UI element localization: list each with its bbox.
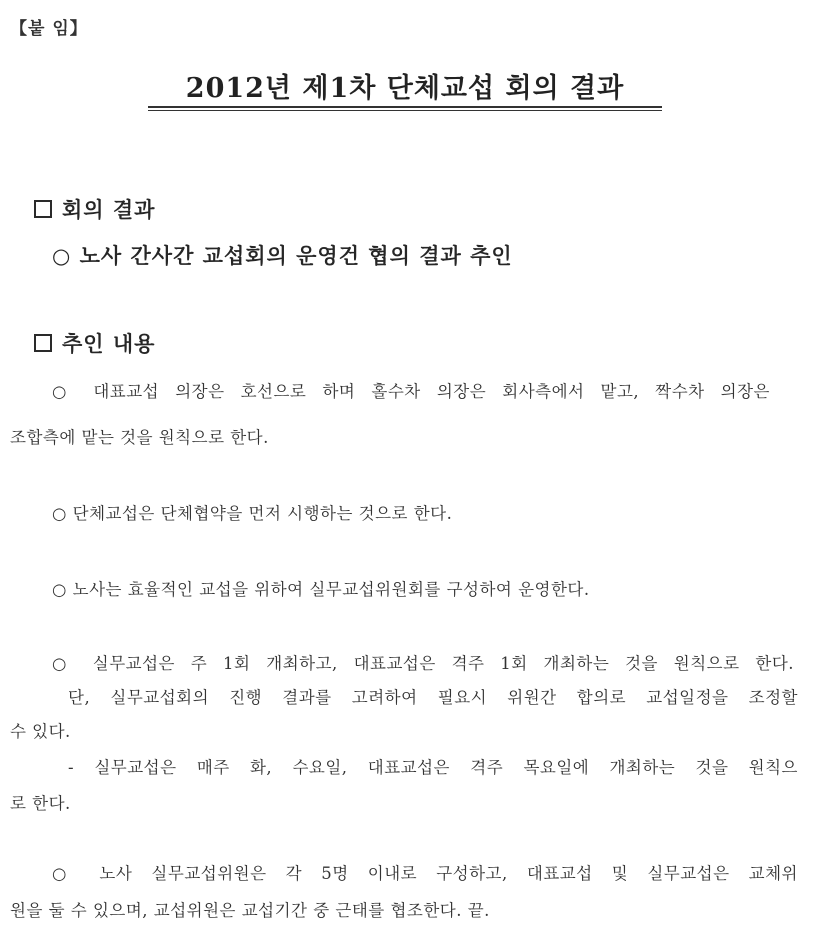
paragraph-line: - 실무교섭은 매주 화, 수요일, 대표교섭은 격주 목요일에 개최하는 것을 원칙으 [68, 758, 798, 777]
section-heading-label: 회의 결과 [62, 197, 156, 222]
paragraph-line: 조합측에 맡는 것을 원칙으로 한다. [10, 428, 269, 447]
paragraph-line: 원을 둘 수 있으며, 교섭위원은 교섭기간 중 근태를 협조한다. 끝. [10, 901, 490, 920]
section-heading-label: 추인 내용 [62, 331, 156, 356]
checkbox-square-icon [34, 334, 52, 352]
paragraph-line: 수 있다. [10, 722, 71, 741]
paragraph-line: 로 한다. [10, 794, 71, 813]
attachment-label: 【붙 임】 [10, 19, 88, 39]
paragraph-line: ○ 실무교섭은 주 1회 개최하고, 대표교섭은 격주 1회 개최하는 것을 원칙으로 한다. [52, 654, 794, 673]
section-item-ratification: ○ 노사 간사간 교섭회의 운영건 협의 결과 추인 [52, 243, 513, 268]
paragraph-line: 단, 실무교섭회의 진행 결과를 고려하여 필요시 위원간 합의로 교섭일정을 조정할 [68, 688, 798, 707]
section-heading-meeting-result [34, 194, 155, 224]
paragraph-line: ○ 대표교섭 의장은 호선으로 하며 홀수차 의장은 회사측에서 맡고, 짝수차 의장은 [52, 382, 770, 401]
document-title: 2012년 제1차 단체교섭 회의 결과 [185, 73, 625, 104]
title-underline [148, 106, 662, 111]
paragraph-line: ○ 노사 실무교섭위원은 각 5명 이내로 구성하고, 대표교섭 및 실무교섭은 교체위 [52, 864, 798, 883]
paragraph-line: ○ 노사는 효율적인 교섭을 위하여 실무교섭위원회를 구성하여 운영한다. [52, 580, 590, 599]
paragraph-line: ○ 단체교섭은 단체협약을 먼저 시행하는 것으로 한다. [52, 504, 453, 523]
checkbox-square-icon [34, 200, 52, 218]
section-heading-ratified-content [34, 328, 155, 358]
